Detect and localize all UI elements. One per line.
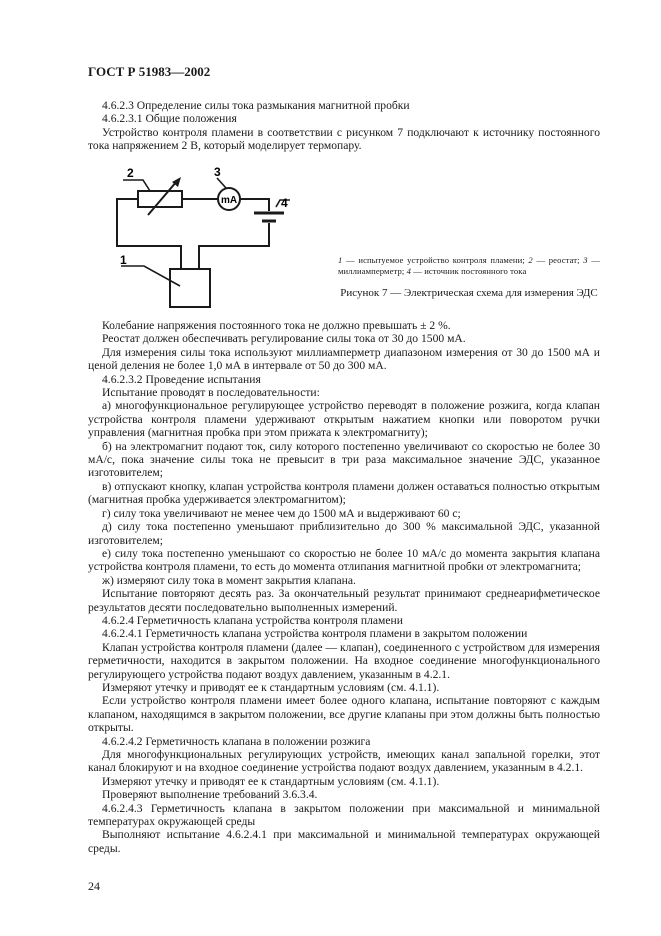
tested-device-box <box>170 269 210 307</box>
lower-text-block <box>88 319 600 855</box>
callout-number-4: 4 <box>281 196 288 210</box>
legend-text-2: — реостат; <box>532 255 584 265</box>
section-heading: 4.6.2.4.3 Герметичность клапана в закрытом положении при максимальной и минимальной температурах окружающей среды <box>88 801 600 829</box>
paragraph: е) силу тока постепенно уменьшают со скоростью не более 10 мА/с до момента закрытия клапана устройства контроля пламени, то есть до момента отлипания магнитной пробки от электромагнита; <box>88 546 600 574</box>
paragraph: б) на электромагнит подают ток, силу которого постепенно увеличивают со скоростью не более 30 мА/с, пока значение силы тока не превысит в три раза максимальное значение ЭДС, указанное изготовителем; <box>88 439 600 480</box>
paragraph: Выполняют испытание 4.6.2.4.1 при максимальной и минимальной температурах окружающей среды. <box>88 828 600 855</box>
callout-leader-3 <box>217 178 226 188</box>
legend-number-4: 4 <box>406 265 411 276</box>
legend-number-3: 3 <box>583 255 588 265</box>
paragraph: ж) измеряют силу тока в момент закрытия клапана. <box>102 573 356 587</box>
paragraph: Измеряют утечку и приводят ее к стандартным условиям (см. 4.1.1). <box>102 774 440 788</box>
rheostat-symbol <box>138 191 182 207</box>
paragraph: Реостат должен обеспечивать регулирование силы тока от 30 до 1500 мА. <box>102 332 466 346</box>
paragraph: Проверяют выполнение требований 3.6.3.4. <box>102 788 318 802</box>
callout-leader-2 <box>123 180 150 191</box>
section-heading: 4.6.2.3.2 Проведение испытания <box>102 372 261 386</box>
paragraph: Измеряют утечку и приводят ее к стандартным условиям (см. 4.1.1). <box>102 680 440 694</box>
paragraph: Устройство контроля пламени в соответствии с рисунком 7 подключают к источнику постоянного тока напряжением 2 В, который моделирует термопару. <box>88 125 600 153</box>
section-heading: 4.6.2.3 Определение силы тока размыкания магнитной пробки <box>102 99 410 112</box>
legend-text-3: — миллиамперметр; <box>338 255 601 276</box>
rheostat-arrow <box>148 181 177 215</box>
upper-text-block <box>88 99 600 153</box>
callout-number-2: 2 <box>127 166 134 180</box>
paragraph: г) силу тока увеличивают не менее чем до 1500 мА и выдерживают 60 с; <box>102 506 461 520</box>
paragraph: Испытание повторяют десять раз. За окончательный результат принимают среднеарифметическое результатов десяти последовательно выполненных измерений. <box>88 587 600 614</box>
paragraph: Клапан устройства контроля пламени (далее — клапан), соединенного с устройством для измерения герметичности, находится в закрытом положении. На входное соединение многофункционального регулирующего устройства подают воздух давлением, указанным в 4.2.1. <box>88 640 600 681</box>
paragraph: Для измерения силы тока используют миллиамперметр диапазоном измерения от 30 до 1500 мА и ценой деления не более 1,0 мА в интервале от 50 до 300 мА. <box>88 345 600 373</box>
paragraph: д) силу тока постепенно уменьшают приблизительно до 300 % максимальной ЭДС, указанной изготовителем; <box>88 520 600 547</box>
circuit-diagram <box>108 160 320 320</box>
wire-right <box>199 223 269 269</box>
figure-legend <box>338 255 600 276</box>
paragraph: Испытание проводят в последовательности: <box>102 386 320 400</box>
paragraph: Для многофункциональных регулирующих устройств, имеющих канал запальной горелки, этот канал блокируют и на входное соединение устройства подают воздух давлением, указанным в 4.2.1. <box>88 748 600 775</box>
paragraph: в) отпускают кнопку, клапан устройства контроля пламени должен оставаться полностью открытым (магнитная пробка удерживается электромагнитом); <box>88 479 600 507</box>
paragraph: а) многофункциональное регулирующее устройство переводят в положение розжига, когда клапан устройства контроля пламени удерживают открытым нажатием кнопки или поворотом ручки управления (магнитная пробка при этом прижата к электромагниту); <box>88 399 600 440</box>
page-number: 24 <box>88 879 100 893</box>
callout-number-1: 1 <box>120 253 127 267</box>
legend-number-1: 1 <box>338 255 343 265</box>
wire-top-right <box>240 199 269 211</box>
legend-number-2: 2 <box>528 255 533 265</box>
figure-caption: Рисунок 7 — Электрическая схема для измерения ЭДС <box>340 287 598 299</box>
section-heading: 4.6.2.4 Герметичность клапана устройства контроля пламени <box>102 613 403 627</box>
legend-text-1: — испытуемое устройство контроля пламени; <box>342 255 529 265</box>
section-heading: 4.6.2.4.2 Герметичность клапана в положении розжига <box>102 734 371 748</box>
document-header: ГОСТ Р 51983—2002 <box>88 64 211 79</box>
paragraph: Если устройство контроля пламени имеет более одного клапана, испытание повторяют с каждым клапаном, находящимся в закрытом положении, все другие клапаны при этом должны быть полностью открыты. <box>88 694 600 735</box>
paragraph: Колебание напряжения постоянного тока не должно превышать ± 2 %. <box>102 319 451 332</box>
callout-number-3: 3 <box>214 165 221 179</box>
milliammeter-label: mA <box>220 195 238 206</box>
section-heading: 4.6.2.4.1 Герметичность клапана устройства контроля пламени в закрытом положении <box>102 627 528 641</box>
section-heading: 4.6.2.3.1 Общие положения <box>102 112 237 126</box>
legend-text-4: — источник постоянного тока <box>411 265 527 276</box>
